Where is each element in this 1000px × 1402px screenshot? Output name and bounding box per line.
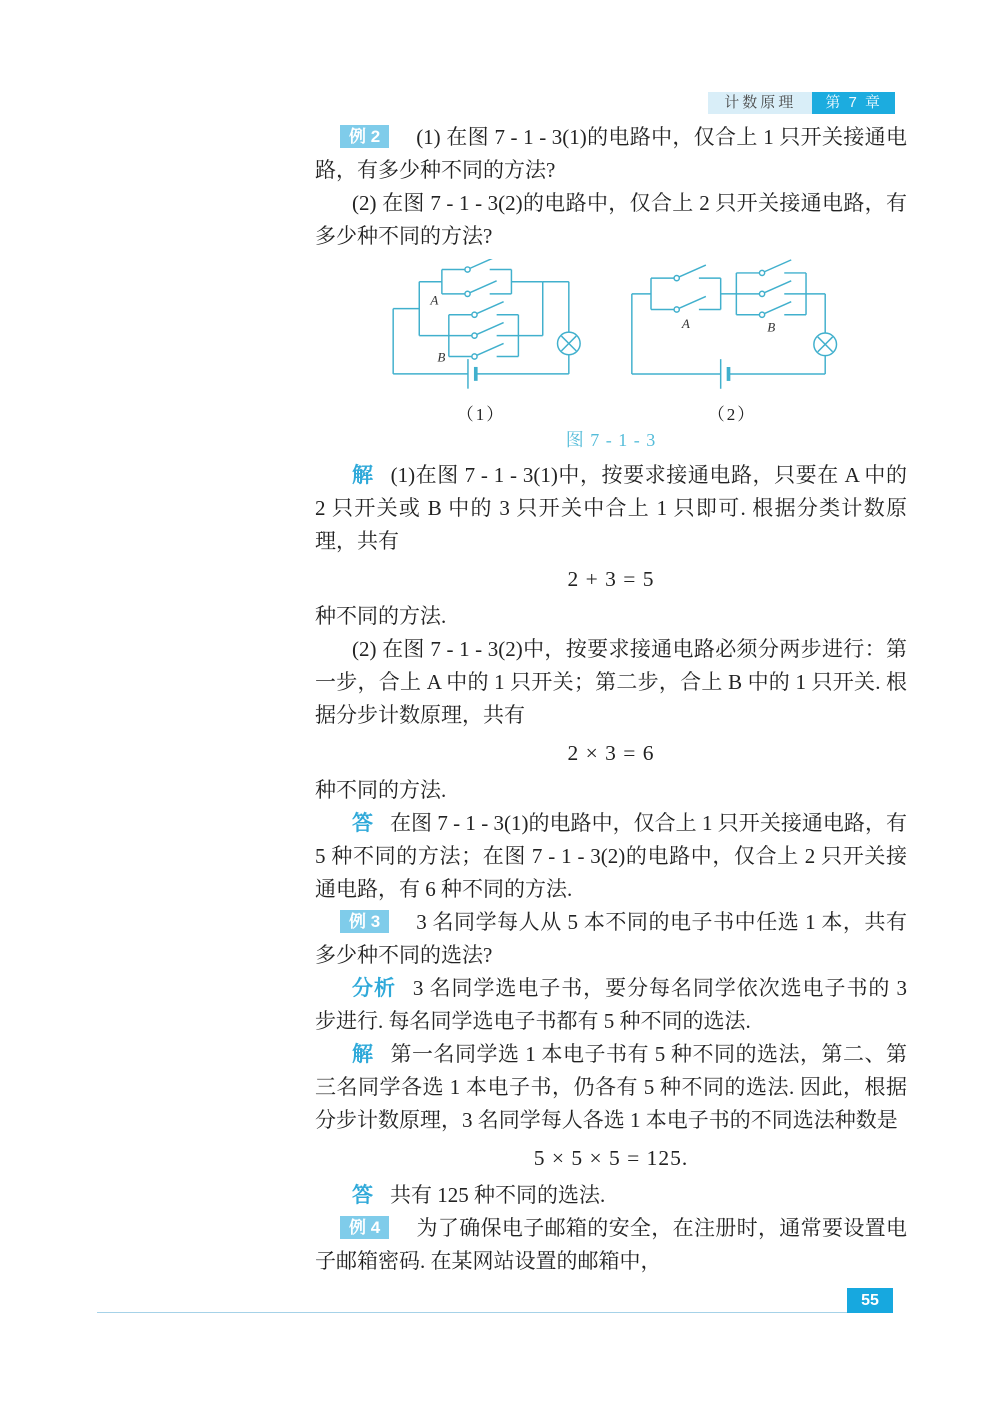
wires-circuit-2 (632, 260, 825, 374)
unit-title: 计数原理 (708, 92, 812, 114)
solution2-para2 (315, 633, 907, 732)
example3-analysis (315, 972, 907, 1038)
lamp-icon (814, 333, 837, 356)
battery-icon (721, 359, 729, 389)
analysis-label: 分析 (352, 976, 396, 1000)
solution2-para1-text: (1)在图 7 - 1 - 3(1)中，按要求接通电路，只要在 A 中的 2 只开关或 B 中的 3 只开关中合上 1 只即可. 根据分类计数原理，共有 (315, 463, 908, 553)
example4-text: 为了确保电子邮箱的安全，在注册时，通常要设置电子邮箱密码. 在某网站设置的邮箱中， (315, 1216, 907, 1273)
solution2-para1 (315, 459, 907, 558)
switch-group-label-b: B (767, 319, 776, 335)
figure-row (315, 259, 907, 425)
figure-caption: 图 7 - 1 - 3 (565, 430, 657, 450)
circuit-1-container (381, 259, 581, 425)
switch-icon (736, 260, 806, 276)
wires-circuit-1 (393, 259, 569, 374)
running-header (708, 92, 895, 114)
example3-answer (315, 1179, 907, 1212)
switch-icon (442, 259, 512, 272)
example2-question-line1 (315, 121, 907, 187)
figure-7-1-3 (315, 259, 907, 453)
example3-badge: 例 3 (340, 910, 389, 933)
chapter-badge: 第 7 章 (812, 92, 895, 114)
switch-icon (449, 343, 519, 359)
switch-icon (449, 302, 519, 318)
switch-icon (449, 323, 519, 339)
example3-answer-text: 共有 125 种不同的选法. (390, 1183, 606, 1207)
circuit-2-container (623, 259, 841, 425)
switch-icon (736, 302, 806, 318)
page-number-badge: 55 (847, 1288, 893, 1313)
switch-group-label-a: A (430, 292, 439, 308)
solution2-para2-text: (2) 在图 7 - 1 - 3(2)中，按要求接通电路必须分两步进行：第一步，合上 A 中的 1 只开关；第二步，合上 B 中的 1 只开关. 根据分步计数原理，共有 (315, 637, 907, 727)
example4-badge: 例 4 (340, 1216, 389, 1239)
circuit-1-sublabel: （1） (456, 405, 506, 424)
answer-label: 答 (352, 1183, 373, 1207)
switch-icon (651, 265, 721, 281)
example2-question-line2 (315, 187, 907, 253)
formula-2-times-3: 2 × 3 = 6 (567, 741, 655, 765)
answer-label: 答 (352, 811, 374, 835)
switch-group-label-b: B (437, 349, 446, 365)
battery-icon (468, 359, 476, 389)
example2-part1-text: (1) 在图 7 - 1 - 3(1)的电路中，仅合上 1 只开关接通电路，有多少种不同的方法? (315, 125, 907, 182)
example3-question-text: 3 名同学每人从 5 本不同的电子书中任选 1 本，共有多少种不同的选法? (315, 910, 907, 967)
solution-label: 解 (352, 1042, 374, 1066)
lamp-icon (558, 332, 581, 355)
circuit-2-sublabel: （2） (707, 405, 757, 424)
example3-solution-text: 第一名同学选 1 本电子书有 5 种不同的选法，第二、第三名同学各选 1 本电子书，仍各有 5 种不同的选法. 因此，根据分步计数原理，3 名同学每人各选 1 本电子书的不同选法种数是 (315, 1042, 907, 1132)
solution2-after2: 种不同的方法. (315, 778, 447, 802)
answer2-para (315, 807, 907, 906)
answer2-text: 在图 7 - 1 - 3(1)的电路中，仅合上 1 只开关接通电路，有 5 种不同的方法；在图 7 - 1 - 3(2)的电路中，仅合上 2 只开关接通电路，有 6 种不同的方法. (315, 811, 907, 901)
main-text-column (315, 121, 907, 1278)
circuit-diagram-1 (381, 259, 581, 394)
example3-solution (315, 1038, 907, 1137)
switch-group-label-a: A (681, 315, 690, 331)
example3-analysis-text: 3 名同学选电子书，要分每名同学依次选电子书的 3 步进行. 每名同学选电子书都有 5 种不同的选法. (315, 976, 908, 1033)
switch-icon (736, 281, 806, 297)
footer-rule (97, 1312, 847, 1313)
example2-part2-text: (2) 在图 7 - 1 - 3(2)的电路中，仅合上 2 只开关接通电路，有多少种不同的方法? (315, 191, 907, 248)
formula-5-cubed: 5 × 5 × 5 = 125. (533, 1146, 689, 1170)
solution-label: 解 (352, 463, 374, 487)
example2-badge: 例 2 (340, 125, 389, 148)
circuit-diagram-2 (623, 259, 841, 394)
switch-icon (651, 296, 721, 312)
solution2-after1: 种不同的方法. (315, 604, 447, 628)
formula-2-plus-3: 2 + 3 = 5 (567, 567, 655, 591)
example4-question (315, 1212, 907, 1278)
example3-question (315, 906, 907, 972)
switch-icon (442, 281, 512, 297)
